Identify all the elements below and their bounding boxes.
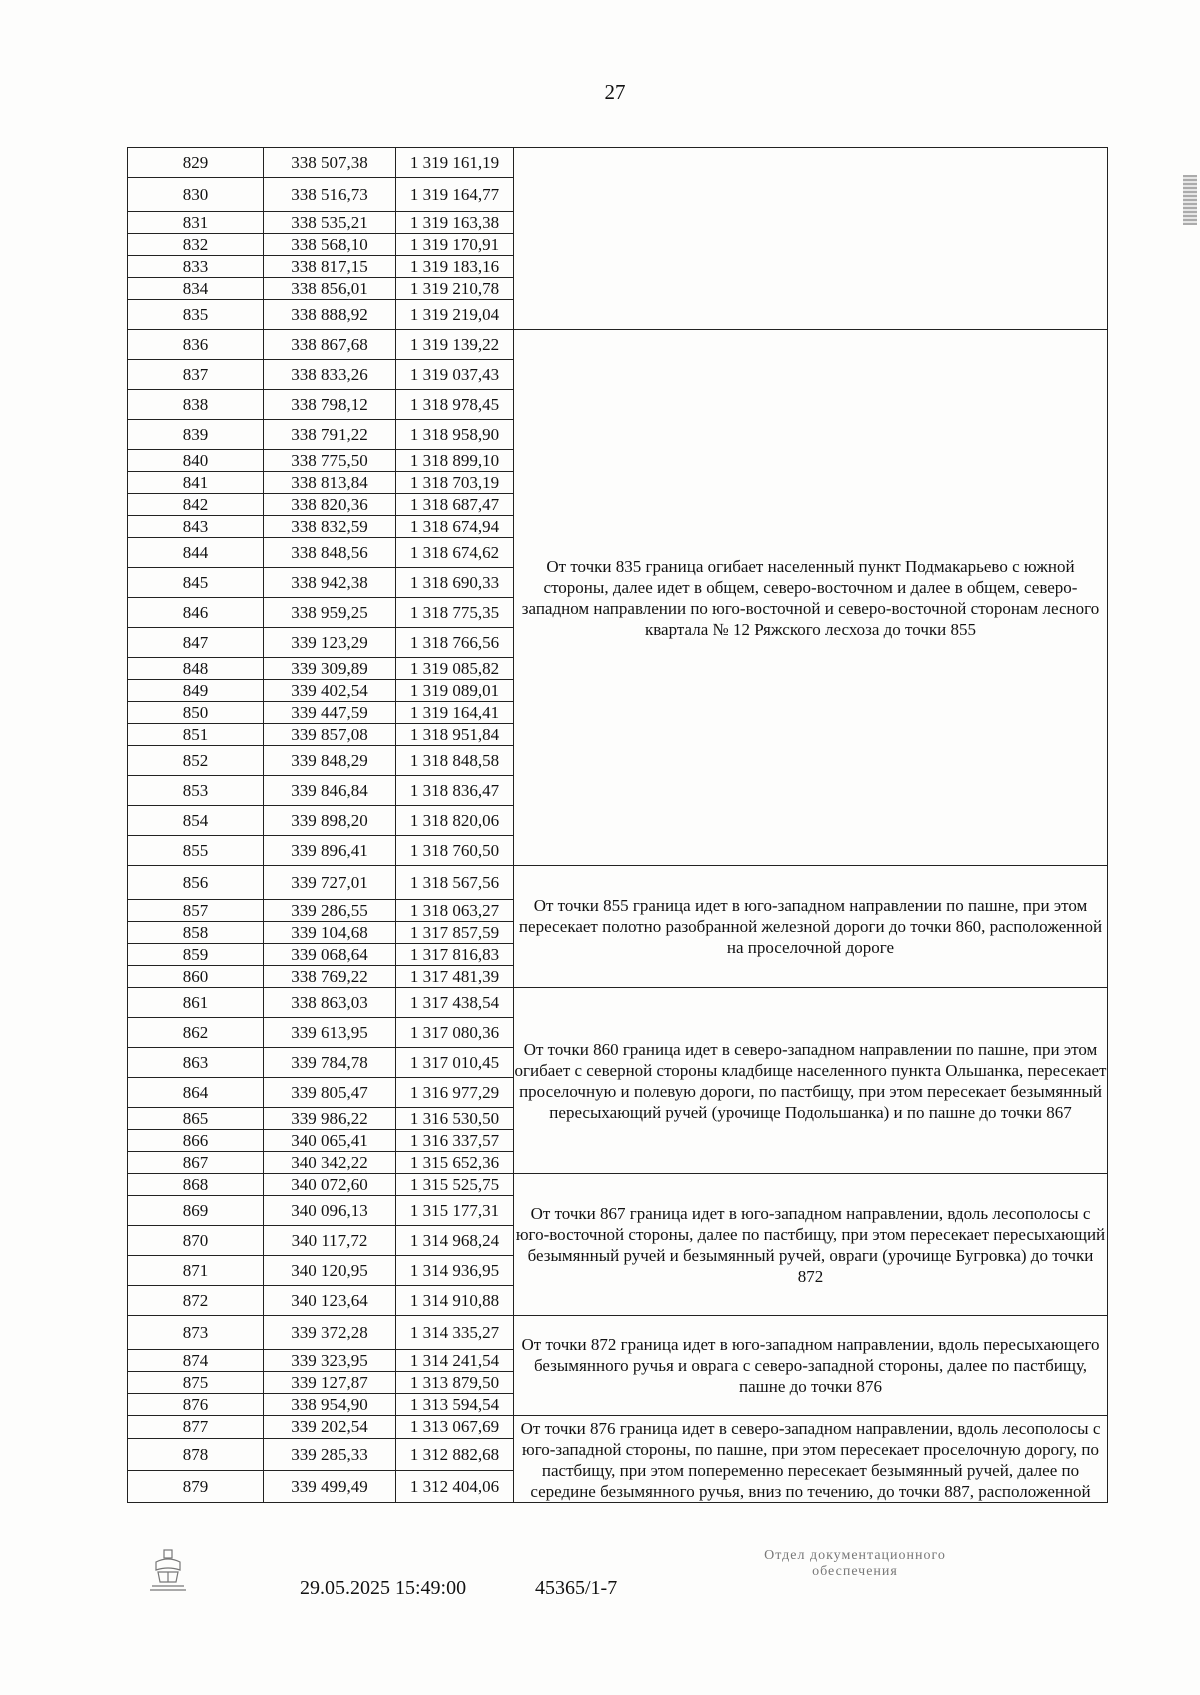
footer-datetime: 29.05.2025 15:49:00 bbox=[300, 1577, 467, 1599]
coord-x: 339 447,59 bbox=[264, 702, 396, 724]
coord-y: 1 319 210,78 bbox=[396, 278, 514, 300]
coord-x: 338 848,56 bbox=[264, 538, 396, 568]
coord-x: 338 954,90 bbox=[264, 1394, 396, 1416]
coord-y: 1 312 404,06 bbox=[396, 1471, 514, 1503]
point-number: 866 bbox=[128, 1130, 264, 1152]
coord-x: 338 769,22 bbox=[264, 966, 396, 988]
coord-y: 1 314 335,27 bbox=[396, 1316, 514, 1350]
coord-y: 1 319 163,38 bbox=[396, 212, 514, 234]
coord-x: 339 846,84 bbox=[264, 776, 396, 806]
coord-x: 338 863,03 bbox=[264, 988, 396, 1018]
coord-y: 1 318 674,62 bbox=[396, 538, 514, 568]
coord-x: 338 832,59 bbox=[264, 516, 396, 538]
coord-x: 338 888,92 bbox=[264, 300, 396, 330]
coord-x: 339 784,78 bbox=[264, 1048, 396, 1078]
coord-y: 1 318 899,10 bbox=[396, 450, 514, 472]
coord-x: 339 285,33 bbox=[264, 1439, 396, 1471]
point-number: 831 bbox=[128, 212, 264, 234]
point-number: 869 bbox=[128, 1196, 264, 1226]
point-number: 836 bbox=[128, 330, 264, 360]
coord-y: 1 317 438,54 bbox=[396, 988, 514, 1018]
coord-x: 339 499,49 bbox=[264, 1471, 396, 1503]
coord-x: 340 072,60 bbox=[264, 1174, 396, 1196]
coord-x: 338 791,22 bbox=[264, 420, 396, 450]
coord-y: 1 313 879,50 bbox=[396, 1372, 514, 1394]
coord-x: 338 775,50 bbox=[264, 450, 396, 472]
coord-y: 1 318 836,47 bbox=[396, 776, 514, 806]
point-number: 841 bbox=[128, 472, 264, 494]
coord-y: 1 314 968,24 bbox=[396, 1226, 514, 1256]
point-number: 856 bbox=[128, 866, 264, 900]
point-number: 870 bbox=[128, 1226, 264, 1256]
point-number: 842 bbox=[128, 494, 264, 516]
point-number: 847 bbox=[128, 628, 264, 658]
coord-y: 1 316 530,50 bbox=[396, 1108, 514, 1130]
point-number: 855 bbox=[128, 836, 264, 866]
coord-y: 1 318 674,94 bbox=[396, 516, 514, 538]
point-number: 830 bbox=[128, 178, 264, 212]
point-number: 837 bbox=[128, 360, 264, 390]
coord-y: 1 316 977,29 bbox=[396, 1078, 514, 1108]
stamp-line-1: Отдел документационного bbox=[764, 1548, 946, 1563]
point-number: 850 bbox=[128, 702, 264, 724]
coord-y: 1 318 766,56 bbox=[396, 628, 514, 658]
coord-x: 338 833,26 bbox=[264, 360, 396, 390]
footer-doc-number: 45365/1-7 bbox=[535, 1577, 618, 1599]
coord-y: 1 319 037,43 bbox=[396, 360, 514, 390]
emblem-icon bbox=[148, 1548, 188, 1592]
coord-x: 339 896,41 bbox=[264, 836, 396, 866]
coord-x: 339 848,29 bbox=[264, 746, 396, 776]
coord-x: 339 727,01 bbox=[264, 866, 396, 900]
coord-x: 339 898,20 bbox=[264, 806, 396, 836]
coord-x: 338 516,73 bbox=[264, 178, 396, 212]
coord-x: 339 613,95 bbox=[264, 1018, 396, 1048]
scan-artifact bbox=[1183, 175, 1197, 225]
boundary-description: От точки 855 граница идет в юго-западном направлении по пашне, при этом пересекает полотно разобранной железной дороги до точки 860, расположенной на проселочной дороге bbox=[514, 866, 1108, 988]
coord-y: 1 319 161,19 bbox=[396, 148, 514, 178]
coord-x: 339 805,47 bbox=[264, 1078, 396, 1108]
coord-x: 339 309,89 bbox=[264, 658, 396, 680]
coord-y: 1 319 183,16 bbox=[396, 256, 514, 278]
coord-y: 1 319 085,82 bbox=[396, 658, 514, 680]
coord-y: 1 319 219,04 bbox=[396, 300, 514, 330]
coord-y: 1 316 337,57 bbox=[396, 1130, 514, 1152]
table-row bbox=[128, 1174, 1108, 1196]
point-number: 829 bbox=[128, 148, 264, 178]
coordinates-table bbox=[127, 147, 1108, 1503]
coord-x: 339 986,22 bbox=[264, 1108, 396, 1130]
coord-x: 339 402,54 bbox=[264, 680, 396, 702]
coord-y: 1 318 687,47 bbox=[396, 494, 514, 516]
coord-y: 1 317 481,39 bbox=[396, 966, 514, 988]
point-number: 862 bbox=[128, 1018, 264, 1048]
coord-x: 339 323,95 bbox=[264, 1350, 396, 1372]
coord-y: 1 317 010,45 bbox=[396, 1048, 514, 1078]
point-number: 859 bbox=[128, 944, 264, 966]
point-number: 875 bbox=[128, 1372, 264, 1394]
coord-y: 1 318 978,45 bbox=[396, 390, 514, 420]
coord-x: 338 817,15 bbox=[264, 256, 396, 278]
coord-y: 1 318 063,27 bbox=[396, 900, 514, 922]
point-number: 876 bbox=[128, 1394, 264, 1416]
point-number: 857 bbox=[128, 900, 264, 922]
coord-x: 338 867,68 bbox=[264, 330, 396, 360]
coord-x: 340 123,64 bbox=[264, 1286, 396, 1316]
coord-y: 1 319 164,77 bbox=[396, 178, 514, 212]
coord-x: 340 096,13 bbox=[264, 1196, 396, 1226]
point-number: 853 bbox=[128, 776, 264, 806]
table-row bbox=[128, 148, 1108, 178]
point-number: 843 bbox=[128, 516, 264, 538]
coord-x: 338 813,84 bbox=[264, 472, 396, 494]
coord-x: 338 856,01 bbox=[264, 278, 396, 300]
coord-y: 1 318 958,90 bbox=[396, 420, 514, 450]
point-number: 860 bbox=[128, 966, 264, 988]
coord-y: 1 318 775,35 bbox=[396, 598, 514, 628]
stamp-line-2: обеспечения bbox=[812, 1564, 898, 1579]
page-number: 27 bbox=[604, 80, 626, 104]
coord-y: 1 312 882,68 bbox=[396, 1439, 514, 1471]
point-number: 838 bbox=[128, 390, 264, 420]
point-number: 845 bbox=[128, 568, 264, 598]
point-number: 873 bbox=[128, 1316, 264, 1350]
boundary-description: От точки 835 граница огибает населенный пункт Подмакарьево с южной стороны, далее идет в общем, северо-восточном и далее в общем, северо-западном направлении по юго-восточной и северо-восточной сторонам лесного квартала № 12 Ряжского лесхоза до точки 855 bbox=[514, 330, 1108, 866]
coord-x: 339 202,54 bbox=[264, 1416, 396, 1439]
point-number: 854 bbox=[128, 806, 264, 836]
coord-y: 1 319 089,01 bbox=[396, 680, 514, 702]
point-number: 861 bbox=[128, 988, 264, 1018]
coord-x: 339 857,08 bbox=[264, 724, 396, 746]
coord-y: 1 314 910,88 bbox=[396, 1286, 514, 1316]
table-row bbox=[128, 330, 1108, 360]
point-number: 846 bbox=[128, 598, 264, 628]
point-number: 840 bbox=[128, 450, 264, 472]
coord-y: 1 315 525,75 bbox=[396, 1174, 514, 1196]
coord-y: 1 314 241,54 bbox=[396, 1350, 514, 1372]
coord-x: 338 535,21 bbox=[264, 212, 396, 234]
table-row bbox=[128, 1316, 1108, 1350]
coord-y: 1 319 170,91 bbox=[396, 234, 514, 256]
point-number: 871 bbox=[128, 1256, 264, 1286]
coord-x: 339 123,29 bbox=[264, 628, 396, 658]
point-number: 868 bbox=[128, 1174, 264, 1196]
point-number: 835 bbox=[128, 300, 264, 330]
point-number: 844 bbox=[128, 538, 264, 568]
coord-y: 1 317 816,83 bbox=[396, 944, 514, 966]
point-number: 865 bbox=[128, 1108, 264, 1130]
coord-y: 1 313 067,69 bbox=[396, 1416, 514, 1439]
coord-x: 339 286,55 bbox=[264, 900, 396, 922]
coord-x: 338 798,12 bbox=[264, 390, 396, 420]
boundary-description: От точки 876 граница идет в северо-западном направлении, вдоль лесополосы с юго-западной стороны, по пашне, при этом пересекает проселочную дорогу, по пастбищу, при этом попеременно пересекает безымянный ручей, далее по середине безымянного ручья, вниз по течению, до точки 887, расположенной bbox=[514, 1416, 1108, 1503]
point-number: 874 bbox=[128, 1350, 264, 1372]
coord-x: 340 117,72 bbox=[264, 1226, 396, 1256]
point-number: 848 bbox=[128, 658, 264, 680]
coord-x: 339 068,64 bbox=[264, 944, 396, 966]
coord-x: 339 372,28 bbox=[264, 1316, 396, 1350]
coord-x: 338 942,38 bbox=[264, 568, 396, 598]
point-number: 849 bbox=[128, 680, 264, 702]
boundary-description: От точки 860 граница идет в северо-западном направлении по пашне, при этом огибает с северной стороны кладбище населенного пункта Ольшанка, пересекает проселочную и полевую дороги, по пастбищу, при этом пересекает безымянный пересыхающий ручей (урочище Подольшанка) и по пашне до точки 867 bbox=[514, 988, 1108, 1174]
table-row bbox=[128, 988, 1108, 1018]
point-number: 851 bbox=[128, 724, 264, 746]
coord-y: 1 317 080,36 bbox=[396, 1018, 514, 1048]
coord-x: 340 120,95 bbox=[264, 1256, 396, 1286]
point-number: 864 bbox=[128, 1078, 264, 1108]
boundary-description: От точки 867 граница идет в юго-западном направлении, вдоль лесополосы с юго-восточной стороны, далее по пастбищу, при этом пересекает пересыхающий безымянный ручей и безымянный ручей, овраги (урочище Бугровка) до точки 872 bbox=[514, 1174, 1108, 1316]
department-stamp bbox=[690, 1548, 1020, 1580]
coord-y: 1 314 936,95 bbox=[396, 1256, 514, 1286]
table-row bbox=[128, 1416, 1108, 1439]
coord-x: 339 104,68 bbox=[264, 922, 396, 944]
coord-y: 1 318 690,33 bbox=[396, 568, 514, 598]
point-number: 879 bbox=[128, 1471, 264, 1503]
point-number: 877 bbox=[128, 1416, 264, 1439]
coord-y: 1 319 164,41 bbox=[396, 702, 514, 724]
point-number: 852 bbox=[128, 746, 264, 776]
coord-y: 1 318 760,50 bbox=[396, 836, 514, 866]
boundary-description: От точки 872 граница идет в юго-западном направлении, вдоль пересыхающего безымянного ручья и оврага с северо-западной стороны, далее по пастбищу, пашне до точки 876 bbox=[514, 1316, 1108, 1416]
coord-y: 1 318 703,19 bbox=[396, 472, 514, 494]
boundary-description bbox=[514, 148, 1108, 330]
coord-y: 1 315 177,31 bbox=[396, 1196, 514, 1226]
point-number: 834 bbox=[128, 278, 264, 300]
point-number: 839 bbox=[128, 420, 264, 450]
coord-y: 1 318 951,84 bbox=[396, 724, 514, 746]
coord-y: 1 315 652,36 bbox=[396, 1152, 514, 1174]
coord-x: 338 959,25 bbox=[264, 598, 396, 628]
coord-x: 340 065,41 bbox=[264, 1130, 396, 1152]
coord-x: 338 507,38 bbox=[264, 148, 396, 178]
coord-y: 1 318 848,58 bbox=[396, 746, 514, 776]
coord-y: 1 318 820,06 bbox=[396, 806, 514, 836]
point-number: 878 bbox=[128, 1439, 264, 1471]
point-number: 858 bbox=[128, 922, 264, 944]
coord-x: 340 342,22 bbox=[264, 1152, 396, 1174]
coord-y: 1 318 567,56 bbox=[396, 866, 514, 900]
point-number: 867 bbox=[128, 1152, 264, 1174]
point-number: 872 bbox=[128, 1286, 264, 1316]
point-number: 863 bbox=[128, 1048, 264, 1078]
coord-y: 1 317 857,59 bbox=[396, 922, 514, 944]
point-number: 832 bbox=[128, 234, 264, 256]
coord-y: 1 319 139,22 bbox=[396, 330, 514, 360]
coord-y: 1 313 594,54 bbox=[396, 1394, 514, 1416]
table-row bbox=[128, 866, 1108, 900]
coord-x: 338 568,10 bbox=[264, 234, 396, 256]
point-number: 833 bbox=[128, 256, 264, 278]
coord-x: 339 127,87 bbox=[264, 1372, 396, 1394]
coord-x: 338 820,36 bbox=[264, 494, 396, 516]
